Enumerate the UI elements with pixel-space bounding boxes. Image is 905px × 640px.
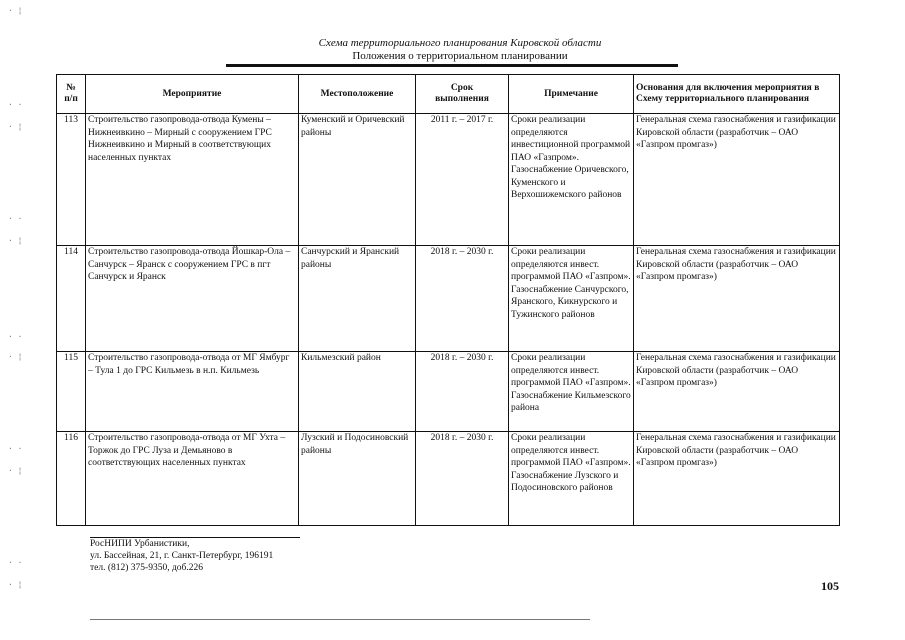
row-term: 2011 г. – 2017 г. (416, 114, 509, 246)
row-num: 114 (57, 246, 86, 352)
col-header-num: № п/п (57, 75, 86, 114)
table-row (57, 352, 840, 432)
page-number: 105 (821, 579, 839, 593)
row-location: Кильмезский район (299, 352, 416, 432)
footer-phone: тел. (812) 375-9350, доб.226 (90, 563, 204, 573)
scan-edge-marks: · ¦ · · · ¦ · · · ¦ · · · ¦ · · · ¦ · · · ¦ (8, 6, 23, 589)
footer-org: РосНИПИ Урбанистики, (90, 539, 190, 549)
row-term: 2018 г. – 2030 г. (416, 246, 509, 352)
col-header-measure: Мероприятие (86, 75, 299, 114)
col-header-basis: Основания для включения мероприятия в Схему территориального планирования (634, 75, 840, 114)
document-subtitle: Положения о территориальном планировании (352, 50, 568, 62)
row-note: Сроки реализации определяются инвест. программой ПАО «Газпром». Газоснабжение Лузского и Подосиновского районов (509, 432, 634, 526)
row-basis: Генеральная схема газоснабжения и газификации Кировской области (разработчик – ОАО «Газпром промгаз») (634, 114, 840, 246)
bottom-rule (90, 619, 590, 620)
measures-table (56, 74, 840, 526)
row-measure: Строительство газопровода-отвода от МГ Ямбург – Тула 1 до ГРС Кильмезь в н.п. Кильмезь (86, 352, 299, 432)
row-measure: Строительство газопровода-отвода Йошкар-Ола – Санчурск – Яранск с сооружением ГРС в пгт Санчурск и Яранск (86, 246, 299, 352)
header-rule (226, 64, 678, 67)
table-header-row (57, 75, 840, 114)
row-basis: Генеральная схема газоснабжения и газификации Кировской области (разработчик – ОАО «Газпром промгаз») (634, 246, 840, 352)
table-row (57, 246, 840, 352)
table-row (57, 432, 840, 526)
page-footer (90, 538, 273, 574)
row-term: 2018 г. – 2030 г. (416, 352, 509, 432)
row-num: 116 (57, 432, 86, 526)
col-header-note: Примечание (509, 75, 634, 114)
row-note: Сроки реализации определяются инвестиционной программой ПАО «Газпром». Газоснабжение Оричевского, Куменского и Верхошижемского районов (509, 114, 634, 246)
col-header-term: Срок выполнения (416, 75, 509, 114)
row-note: Сроки реализации определяются инвест. программой ПАО «Газпром». Газоснабжение Санчурского, Яранского, Кикнурского и Тужинского районов (509, 246, 634, 352)
row-note: Сроки реализации определяются инвест. программой ПАО «Газпром». Газоснабжение Кильмезского района (509, 352, 634, 432)
row-num: 115 (57, 352, 86, 432)
row-basis: Генеральная схема газоснабжения и газификации Кировской области (разработчик – ОАО «Газпром промгаз») (634, 352, 840, 432)
row-measure: Строительство газопровода-отвода от МГ Ухта – Торжок до ГРС Луза и Демьяново в соответствующих населенных пунктах (86, 432, 299, 526)
row-term: 2018 г. – 2030 г. (416, 432, 509, 526)
row-measure: Строительство газопровода-отвода Кумены – Нижнеивкино – Мирный с сооружением ГРС Нижнеивкино и Мирный в соответствующих населенных пунктах (86, 114, 299, 246)
row-location: Санчурский и Яранский районы (299, 246, 416, 352)
row-location: Куменский и Оричевский районы (299, 114, 416, 246)
row-basis: Генеральная схема газоснабжения и газификации Кировской области (разработчик – ОАО «Газпром промгаз») (634, 432, 840, 526)
col-header-location: Местоположение (299, 75, 416, 114)
row-location: Лузский и Подосиновский районы (299, 432, 416, 526)
document-title: Схема территориального планирования Кировской области (318, 37, 602, 49)
row-num: 113 (57, 114, 86, 246)
footer-address: ул. Бассейная, 21, г. Санкт-Петербург, 196191 (90, 551, 274, 561)
table-row (57, 114, 840, 246)
